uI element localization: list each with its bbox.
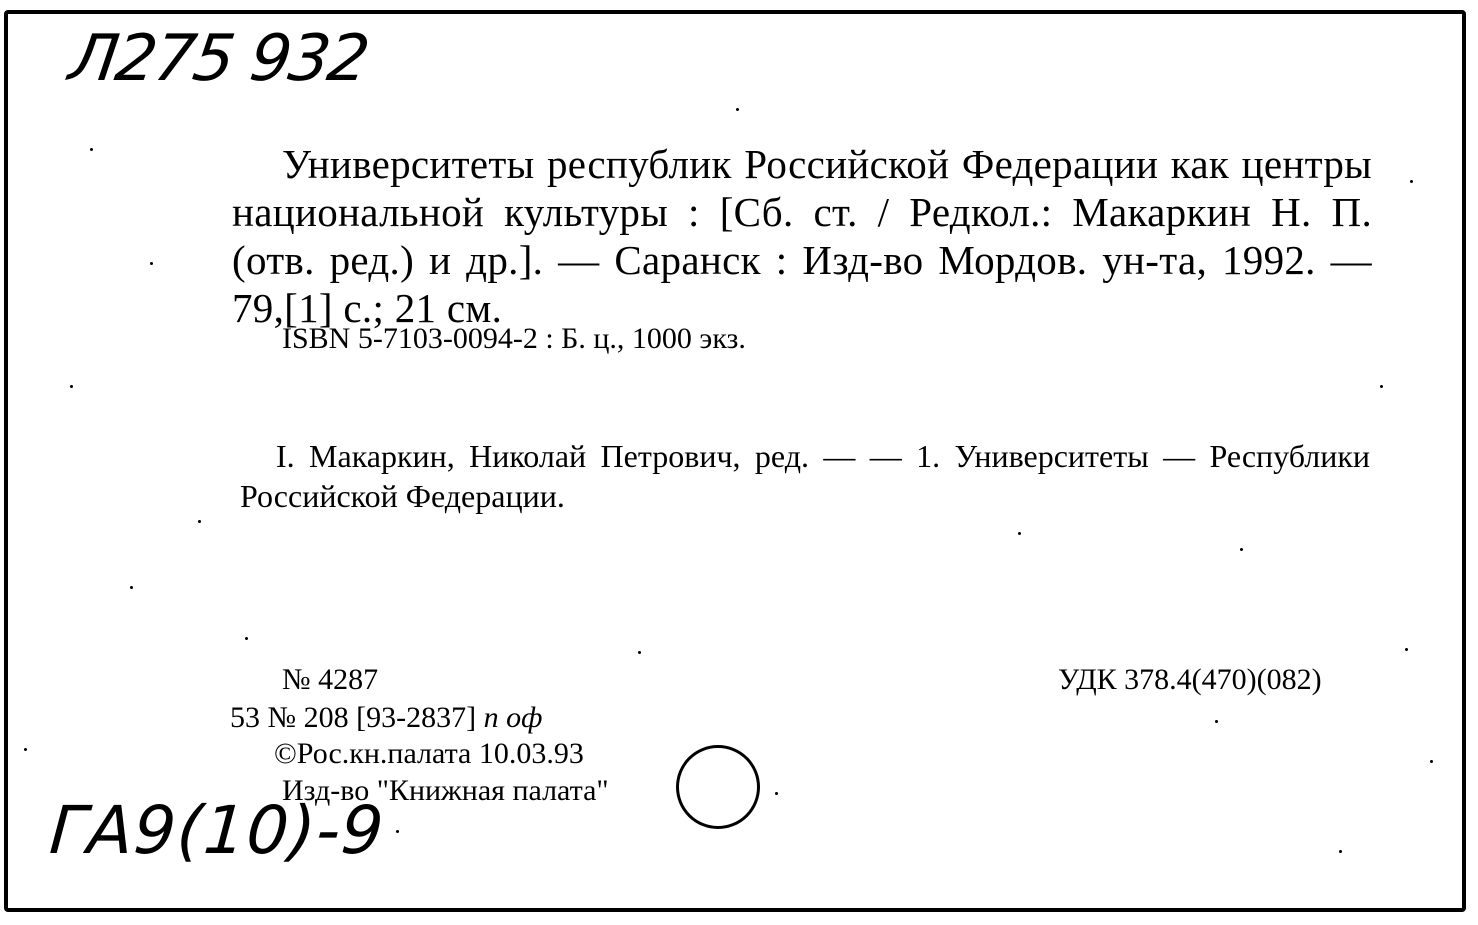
handwritten-shelf-code: Л275 932: [64, 22, 372, 96]
scan-speck: [638, 651, 641, 654]
scan-speck: [736, 108, 739, 111]
scan-speck: [130, 586, 133, 589]
scan-speck: [1018, 532, 1021, 535]
scan-speck: [1380, 385, 1383, 388]
publisher-line: Изд-во "Книжная палата": [282, 774, 609, 807]
order-line-suffix: п оф: [483, 701, 543, 734]
stamp-circle: [676, 745, 760, 829]
scan-speck: [1339, 850, 1342, 853]
scan-speck: [1430, 760, 1433, 763]
order-line-number: 53 № 208 [93-2837]: [230, 701, 477, 734]
scan-speck: [1405, 648, 1408, 651]
bibliographic-description: Университеты республик Российской Федерации как центры национальной культуры : [Сб. ст. / Редкол.: Макаркин Н. П. (отв. ред.) и др.]. — Саранск : Изд-во Мордов. ун-та, 1992. — 79,[1] с.; 21 см.: [232, 141, 1372, 331]
scan-speck: [1240, 548, 1243, 551]
handwritten-classification-code: ГА9(10)-9: [47, 792, 387, 869]
scan-speck: [1215, 720, 1218, 723]
scan-speck: [775, 792, 778, 795]
copyright-line: ©Рос.кн.палата 10.03.93: [274, 737, 584, 770]
registration-number: № 4287: [282, 663, 379, 696]
order-line: [230, 701, 542, 735]
scan-speck: [70, 385, 73, 388]
scan-speck: [24, 748, 27, 751]
scan-speck: [198, 520, 201, 523]
scan-speck: [1410, 180, 1413, 183]
scan-speck: [90, 148, 93, 151]
scan-speck: [396, 830, 399, 833]
udk-code: УДК 378.4(470)(082): [1058, 663, 1322, 696]
isbn-line: ISBN 5-7103-0094-2 : Б. ц., 1000 экз.: [282, 322, 746, 355]
scan-speck: [150, 262, 153, 265]
tracing-entries: I. Макаркин, Николай Петрович, ред. — — 1. Университеты — Республики Российской Федерации.: [240, 438, 1370, 514]
scan-speck: [245, 637, 248, 640]
